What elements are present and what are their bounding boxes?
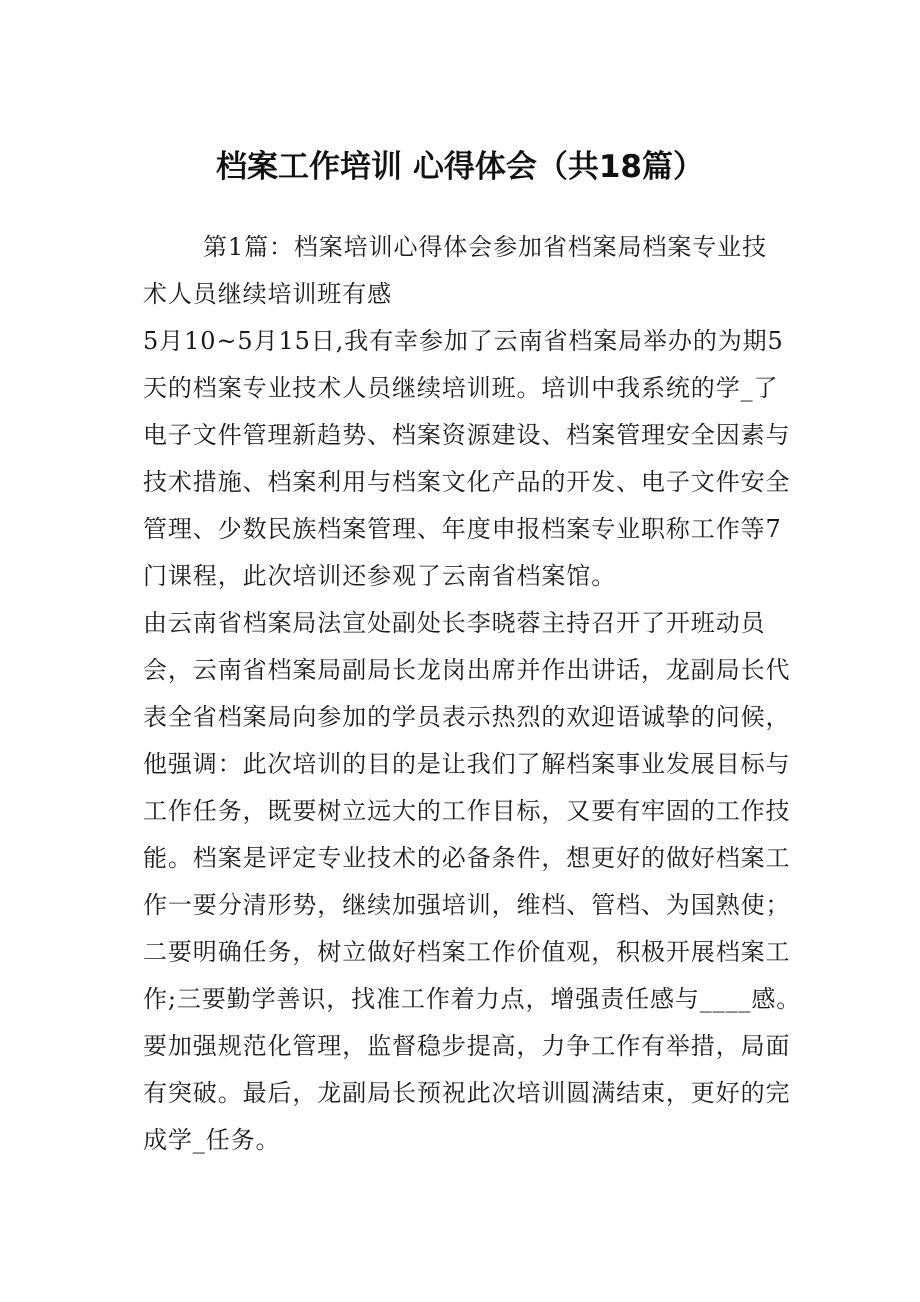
text-line: 作;三要勤学善识，找准工作着力点，增强责任感与____感。	[143, 985, 802, 1013]
text-line: 管理、少数民族档案管理、年度申报档案专业职称工作等7	[143, 515, 782, 543]
text-line: 二要明确任务，树立做好档案工作价值观，积极开展档案工	[143, 938, 791, 966]
text-line: 天的档案专业技术人员继续培训班。培训中我系统的学_了	[143, 374, 779, 402]
text-line: 5月10~5月15日,我有幸参加了云南省档案局举办的为期5	[143, 327, 784, 355]
text-line: 电子文件管理新趋势、档案资源建设、档案管理安全因素与	[143, 421, 791, 449]
text-line: 成学_任务。	[143, 1126, 281, 1154]
text-line: 有突破。最后，龙副局长预祝此次培训圆满结束，更好的完	[143, 1079, 791, 1107]
text-line: 要加强规范化管理，监督稳步提高，力争工作有举措，局面	[143, 1032, 791, 1060]
chapter-heading-line-2: 术人员继续培训班有感	[143, 280, 392, 308]
text-line: 门课程，此次培训还参观了云南省档案馆。	[143, 562, 617, 590]
document-title: 档案工作培训 心得体会（共18篇）	[216, 149, 704, 185]
text-line: 会，云南省档案局副局长龙岗出席并作出讲话，龙副局长代	[143, 656, 791, 684]
document-body	[143, 224, 803, 1164]
text-line: 他强调：此次培训的目的是让我们了解档案事业发展目标与	[143, 750, 791, 778]
text-line: 由云南省档案局法宣处副处长李晓蓉主持召开了开班动员	[143, 609, 766, 637]
text-line: 作一要分清形势，继续加强培训，维档、管档、为国熟使；	[143, 891, 791, 919]
text-line: 技术措施、档案利用与档案文化产品的开发、电子文件安全	[143, 468, 791, 496]
chapter-heading-line-1: 第1篇：档案培训心得体会参加省档案局档案专业技	[203, 233, 767, 261]
text-line: 能。档案是评定专业技术的必备条件，想更好的做好档案工	[143, 844, 791, 872]
text-line: 表全省档案局向参加的学员表示热烈的欢迎语诚挚的问候，	[143, 703, 791, 731]
text-line: 工作任务，既要树立远大的工作目标，又要有牢固的工作技	[143, 797, 791, 825]
